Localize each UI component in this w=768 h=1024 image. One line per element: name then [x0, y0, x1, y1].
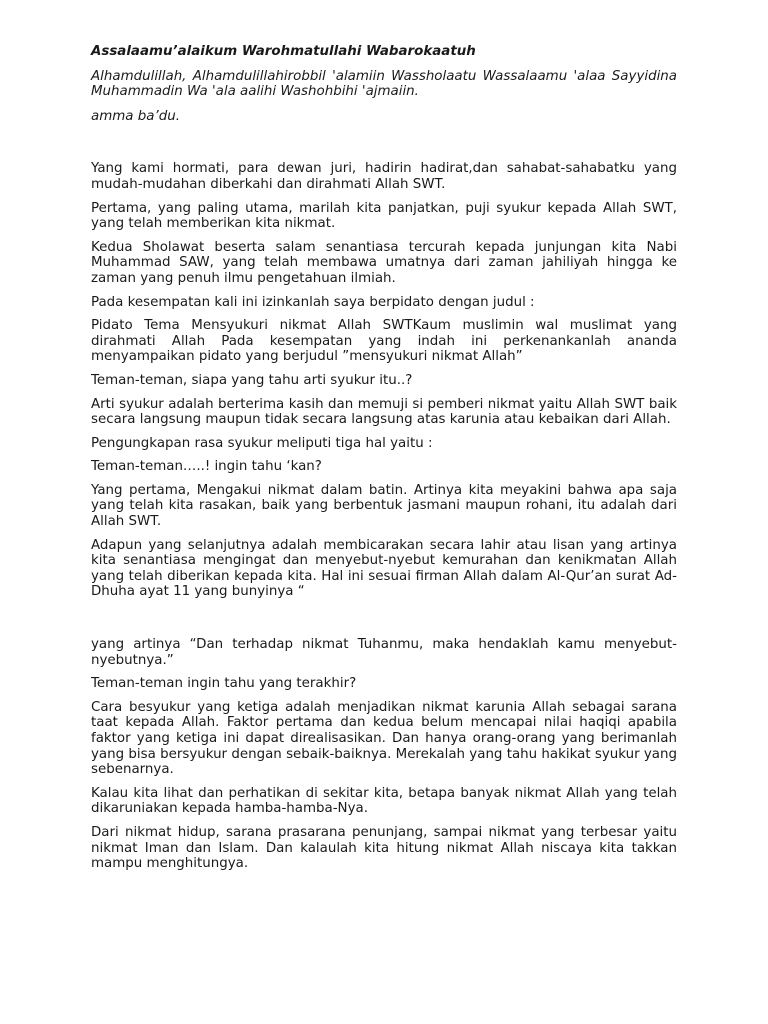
document-page	[91, 44, 677, 880]
paragraph-look-around: Kalau kita lihat dan perhatikan di sekitar kita, betapa banyak nikmat Allah yang telah dikaruniakan kepada hamba-hamba-Nya.	[91, 785, 677, 817]
paragraph-verse-meaning: yang artinya “Dan terhadap nikmat Tuhanmu, maka hendaklah kamu menyebut-nyebutnya.”	[91, 637, 677, 668]
paragraph-title-intro: Pada kesempatan kali ini izinkanlah saya berpidato dengan judul :	[91, 294, 535, 310]
paragraph-first-gratitude: Pertama, yang paling utama, marilah kita panjatkan, puji syukur kepada Allah SWT, yang telah memberikan kita nikmat.	[91, 200, 677, 232]
paragraph-question: Teman-teman, siapa yang tahu arti syukur itu..?	[91, 372, 413, 388]
paragraph-second-way: Adapun yang selanjutnya adalah membicarakan secara lahir atau lisan yang artinya kita senantiasa mengingat dan menyebut-nyebut kemurahan dan kenikmatan Allah yang telah diberikan kepada kita. Hal ini sesuai firman Allah dalam Al-Qur’an surat Ad-Dhuha ayat 11 yang bunyinya “	[91, 537, 677, 600]
opening-prayer: Alhamdulillah, Alhamdulillahirobbil 'alamiin Wassholaatu Wassalaamu 'alaa Sayyidina Muhammadin Wa 'ala aalihi Washohbihi 'ajmaiin.	[91, 68, 677, 100]
paragraph-three-ways: Pengungkapan rasa syukur meliputi tiga hal yaitu :	[91, 435, 433, 451]
paragraph-greeting: Yang kami hormati, para dewan juri, hadirin hadirat,dan sahabat-sahabatku yang mudah-mudahan diberkahi dan dirahmati Allah SWT.	[91, 161, 677, 192]
amma-badu-line: amma ba’du.	[91, 108, 180, 124]
paragraph-sholawat: Kedua Sholawat beserta salam senantiasa tercurah kepada junjungan kita Nabi Muhammad SAW, yang telah membawa umatnya dari zaman jahiliyah hingga ke zaman yang penuh ilmu pengetahuan ilmiah.	[91, 239, 677, 286]
greeting-heading: Assalaamu’alaikum Warohmatullahi Wabarokaatuh	[91, 44, 476, 59]
paragraph-last-question: Teman-teman ingin tahu yang terakhir?	[91, 676, 357, 692]
paragraph-countless-blessings: Dari nikmat hidup, sarana prasarana penunjang, sampai nikmat yang terbesar yaitu nikmat Iman dan Islam. Dan kalaulah kita hitung nikmat Allah niscaya kita takkan mampu menghitungya.	[91, 824, 677, 872]
paragraph-first-way: Yang pertama, Mengakui nikmat dalam batin. Artinya kita meyakini bahwa apa saja yang telah kita rasakan, baik yang berbentuk jasmani maupun rohani, itu adalah dari Allah SWT.	[91, 482, 677, 530]
paragraph-definition: Arti syukur adalah berterima kasih dan memuji si pemberi nikmat yaitu Allah SWT baik secara langsung maupun tidak secara langsung atas karunia atau kebaikan dari Allah.	[91, 396, 677, 428]
paragraph-speech-theme: Pidato Tema Mensyukuri nikmat Allah SWTKaum muslimin wal muslimat yang dirahmati Allah Pada kesempatan yang indah ini perkenankanlah ananda menyampaikan pidato yang berjudul ”mensyukuri nikmat Allah”	[91, 318, 677, 365]
paragraph-third-way: Cara besyukur yang ketiga adalah menjadikan nikmat karunia Allah sebagai sarana taat kepada Allah. Faktor pertama dan kedua belum mencapai nilai haqiqi apabila faktor yang ketiga ini dapat direalisasikan. Dan hanya orang-orang yang berimanlah yang bisa bersyukur dengan sebaik-baiknya. Merekalah yang tahu hakikat syukur yang sebenarnya.	[91, 699, 677, 778]
paragraph-want-to-know: Teman-teman…..! ingin tahu ‘kan?	[91, 459, 322, 475]
